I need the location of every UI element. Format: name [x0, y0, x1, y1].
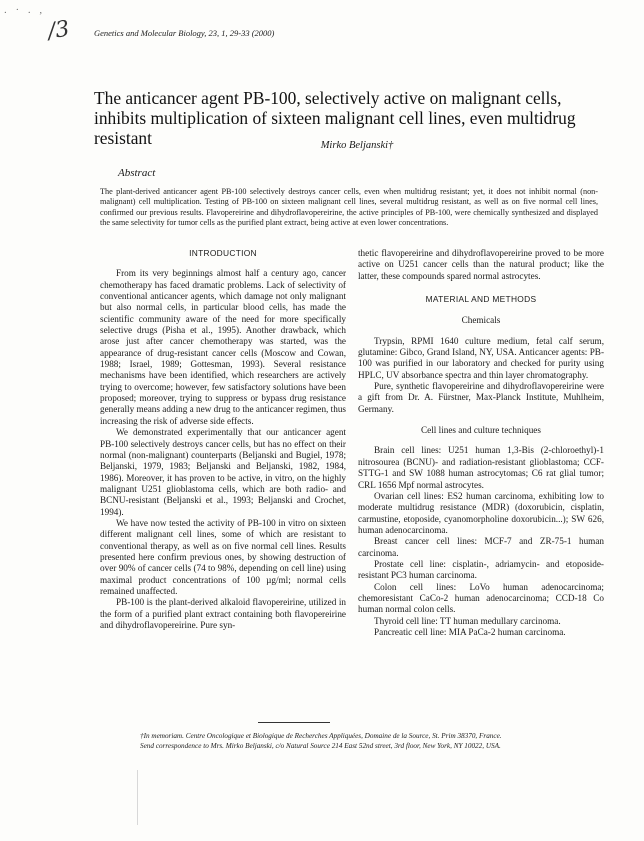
- intro-paragraph: We have now tested the activity of PB-100 in vitro on sixteen different malignant cell lines, some of which are resistant to conventional therapy, as well as on five normal cell lines. Results presented here confirm previous ones, by showing destruction of over 90% of cancer cells (74 to 98%, depending on cell line) using maximal product concentrations of 100 µg/ml; normal cells remained unaffected.: [100, 517, 346, 596]
- right-column: [358, 248, 604, 638]
- left-column: [100, 248, 346, 631]
- chemicals-subheading: Chemicals: [461, 315, 501, 326]
- abstract-text: The plant-derived anticancer agent PB-100 selectively destroys cancer cells, even when multidrug resistant; yet, it does not inhibit normal (non-malignant) cell multiplication. Testing of PB-100 on sixteen malignant cell lines, several multidrug resistant, as well as on five normal cell lines, confirmed our previous results. Flavopereirine and dihydroflavopereirine, the active principles of PB-100, were chemically synthesized and displayed the same selectivity for tumor cells as the purified plant extract, being active at even lower concentrations.: [100, 187, 598, 228]
- correspondence-footnote: Send correspondence to Mrs. Mirko Beljanski, c/o Natural Source 214 East 52nd street, 3rd floor, New York, NY 10022, USA.: [140, 741, 501, 750]
- intro-continuation: thetic flavopereirine and dihydroflavopereirine proved to be more active on U251 cancer cells than the natural product; like the latter, these compounds spared normal astrocytes.: [358, 248, 604, 281]
- cell-line-paragraph: Ovarian cell lines: ES2 human carcinoma, exhibiting low to moderate multidrug resistance (MDR) (doxorubicin, cisplatin, carmustine, etoposide, cyanomorpholine doxorubicin...); SW 626, human adenocarcinoma.: [358, 490, 604, 535]
- cell-line-paragraph: Breast cancer cell lines: MCF-7 and ZR-75-1 human carcinoma.: [358, 536, 604, 558]
- cell-line-paragraph: Brain cell lines: U251 human 1,3-Bis (2-chloroethyl)-1 nitrosourea (BCNU)- and radiation-resistant glioblastoma; CCF-STTG-1 and SW 1088 human astrocytomas; C6 rat glial tumor; CRL 1656 Mpf normal astrocytes.: [358, 445, 604, 490]
- chemicals-paragraph: Pure, synthetic flavopereirine and dihydroflavopereirine were a gift from Dr. A. Fürstner, Max-Planck Institute, Muhlheim, Germany.: [358, 381, 604, 414]
- footnote-divider: [258, 722, 330, 723]
- author-name: Mirko Beljanski†: [320, 140, 394, 151]
- scan-artifact-line: [137, 770, 138, 825]
- cell-line-paragraph: Prostate cell line: cisplatin-, adriamycin- and etoposide-resistant PC3 human carcinoma.: [358, 558, 604, 581]
- article-title: The anticancer agent PB-100, selectively active on malignant cells, inhibits multiplication of sixteen malignant cell lines, even multidrug resistant: [94, 88, 576, 148]
- abstract-heading: Abstract: [118, 167, 156, 179]
- cell-line-paragraph: Pancreatic cell line: MIA PaCa-2 human carcinoma.: [374, 626, 566, 637]
- journal-reference: Genetics and Molecular Biology, 23, 1, 29-33 (2000): [94, 28, 275, 38]
- footnotes: [140, 732, 610, 751]
- margin-marks: . · . ,: [4, 4, 46, 16]
- memoriam-footnote: †In memoriam. Centre Oncologique et Biologique de Recherches Appliquées, Domaine de la Source, St. Prim 38370, France.: [140, 732, 502, 740]
- cell-lines-subheading: Cell lines and culture techniques: [421, 425, 541, 436]
- introduction-heading: INTRODUCTION: [189, 248, 257, 258]
- chemicals-paragraph: Trypsin, RPMI 1640 culture medium, fetal calf serum, glutamine: Gibco, Grand Island, NY, USA. Anticancer agents: PB-100 was purified in our laboratory and checked for purity using HPLC, UV absorbance spectra and thin layer chromatography.: [358, 335, 604, 380]
- handwritten-annotation: /3: [46, 16, 72, 45]
- intro-paragraph: From its very beginnings almost half a century ago, cancer chemotherapy has faced dramatic problems. Lack of selectivity of conventional anticancer agents, which damage not only malignant but also normal cells, in particular blood cells, has made the scientific community aware of the need for more specifically selective drugs (Pisha et al., 1995). Another drawback, which arose just after cancer chemotherapy was started, was the appearance of drug-resistant cancer cells (Moscow and Cowan, 1988; Israel, 1989; Gottesman, 1993). Several resistance mechanisms have been identified, which researchers are actively trying to overcome; however, few satisfactory solutions have been proposed; moreover, trying to suppress or bypass drug resistance generally means adding a new drug to the anticancer regimen, thus increasing the risk of adverse side effects.: [100, 268, 346, 426]
- intro-paragraph: We demonstrated experimentally that our anticancer agent PB-100 selectively destroys cancer cells, but has no effect on their normal (non-malignant) counterparts (Beljanski and Bugiel, 1978; Beljanski, 1979, 1983; Beljanski and Beljanski, 1982, 1984, 1986). Moreover, it has proven to be active, in vitro, on the highly malignant U251 glioblastoma cells, which are both radio- and BCNU-resistant (Beljanski et al., 1993; Beljanski and Crochet, 1994).: [100, 427, 346, 517]
- methods-heading: MATERIAL AND METHODS: [425, 294, 537, 305]
- cell-line-paragraph: Colon cell lines: LoVo human adenocarcinoma; chemoresistant CaCo-2 human adenocarcinoma; CCD-18 Co human normal colon cells.: [358, 581, 604, 615]
- cell-line-paragraph: Thyroid cell line: TT human medullary carcinoma.: [374, 615, 561, 626]
- intro-paragraph: PB-100 is the plant-derived alkaloid flavopereirine, utilized in the form of a purified plant extract containing both flavopereirine and dihydroflavopereirine. Pure syn-: [100, 597, 346, 630]
